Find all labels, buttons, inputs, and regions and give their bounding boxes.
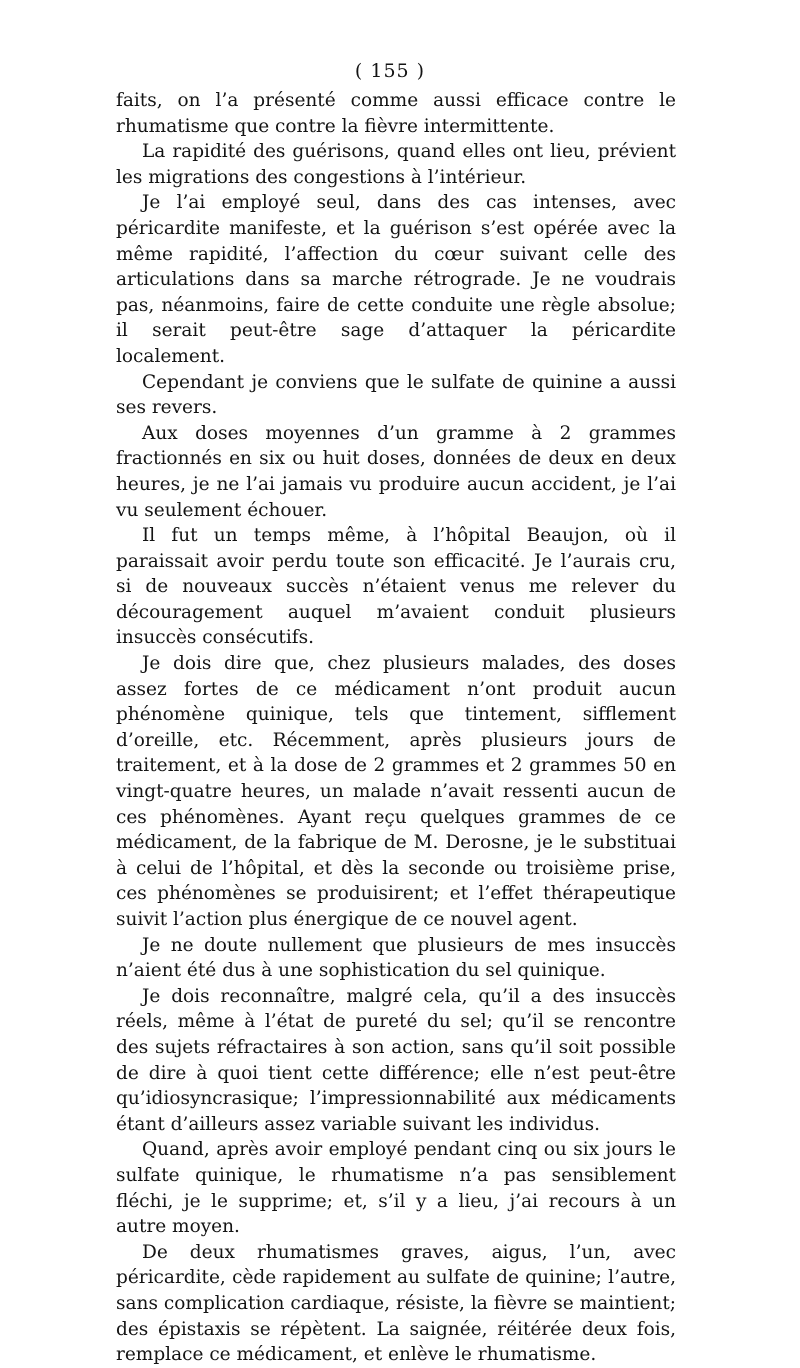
paragraph: De deux rhumatismes graves, aigus, l’un, avec péricardite, cède rapidement au sulfate de quinine; l’autre, sans complication cardiaque, résiste, la fièvre se maintient; des épistaxis se répètent. La saignée, réitérée deux fois, remplace ce médicament, et enlève le rhumatisme.	[116, 1241, 676, 1366]
paragraph: La rapidité des guérisons, quand elles ont lieu, prévient les migrations des congestions à l’intérieur.	[116, 141, 676, 188]
paragraph: Aux doses moyennes d’un gramme à 2 grammes fractionnés en six ou huit doses, données de deux en deux heures, je ne l’ai jamais vu produire aucun accident, je l’ai vu seulement échouer.	[116, 422, 676, 521]
paragraph: Quand, après avoir employé pendant cinq ou six jours le sulfate quinique, le rhumatisme n’a pas sensiblement fléchi, je le supprime; et, s’il y a lieu, j’ai recours à un autre moyen.	[116, 1139, 676, 1238]
body-text	[116, 88, 676, 1368]
paragraph: Cependant je conviens que le sulfate de quinine a aussi ses revers.	[116, 371, 676, 419]
paragraph: Il fut un temps même, à l’hôpital Beaujon, où il paraissait avoir perdu toute son efficacité. Je l’aurais cru, si de nouveaux succès n’étaient venus me relever du découragement auquel m’avaient conduit plusieurs insuccès consécutifs.	[116, 525, 676, 649]
paragraph: Je ne doute nullement que plusieurs de mes insuccès n’aient été dus à une sophistication du sel quinique.	[116, 934, 676, 982]
page-number: ( 155 )	[354, 60, 426, 82]
paragraph: faits, on l’a présenté comme aussi efficace contre le rhumatisme que contre la fièvre intermittente.	[116, 90, 676, 137]
paragraph: Je dois dire que, chez plusieurs malades, des doses assez fortes de ce médicament n’ont produit aucun phénomène quinique, tels que tintement, sifflement d’oreille, etc. Récemment, après plusieurs jours de traitement, et à la dose de 2 grammes et 2 grammes 50 en vingt-quatre heures, un malade n’avait ressenti aucun de ces phénomènes. Ayant reçu quelques grammes de ce médicament, de la fabrique de M. Derosne, je le substituai à celui de l’hôpital, et dès la seconde ou troisième prise, ces phénomènes se produisirent; et l’effet thérapeutique suivit l’action plus énergique de ce nouvel agent.	[116, 653, 676, 930]
paragraph: Je dois reconnaître, malgré cela, qu’il a des insuccès réels, même à l’état de pureté du sel; qu’il se rencontre des sujets réfractaires à son action, sans qu’il soit possible de dire à quoi tient cette différence; elle n’est peut-être qu’idiosyncrasique; l’impressionnabilité aux médicaments étant d’ailleurs assez variable suivant les individus.	[116, 985, 676, 1135]
paragraph: Je l’ai employé seul, dans des cas intenses, avec péricardite manifeste, et la guérison s’est opérée avec la même rapidité, l’affection du cœur suivant celle des articulations dans sa marche rétrograde. Je ne voudrais pas, néanmoins, faire de cette conduite une règle absolue; il serait peut-être sage d’attaquer la péricardite localement.	[116, 192, 676, 367]
